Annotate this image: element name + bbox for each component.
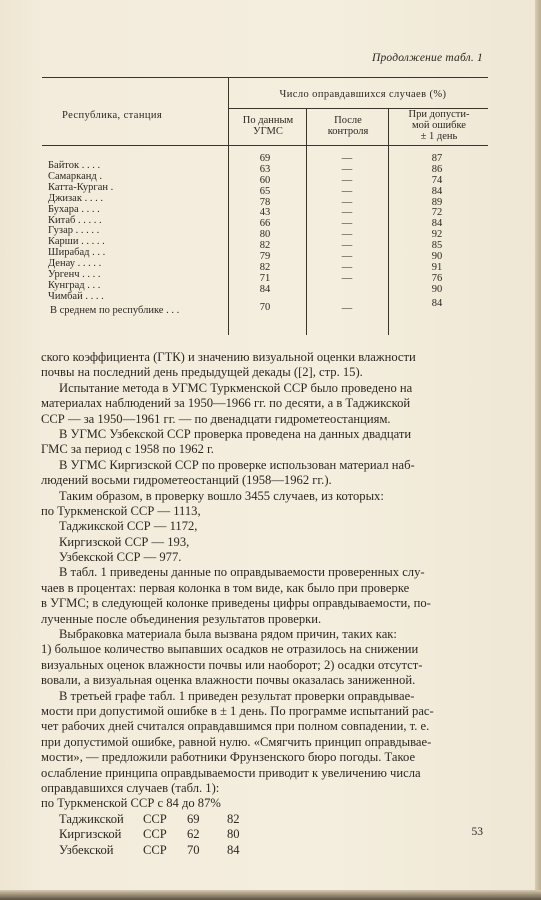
after-control-value: — bbox=[341, 196, 353, 208]
station-name: Гузар . . . . . bbox=[48, 225, 100, 237]
header-after-control bbox=[310, 115, 386, 137]
header-justified-count: Число оправдавшихся случаев (%) bbox=[279, 89, 447, 100]
tolerance-value: 72 bbox=[431, 207, 443, 219]
ugms-value: 80 bbox=[259, 229, 271, 241]
summary-row bbox=[41, 812, 486, 827]
average-ugms: 70 bbox=[259, 302, 271, 313]
tolerance-value: 90 bbox=[431, 251, 443, 263]
after-control-value: — bbox=[341, 163, 353, 175]
text-line: ССР — за 1950—1961 гг. — по двенадцати гидрометеостанциям. bbox=[41, 411, 391, 426]
after-control-value: — bbox=[341, 153, 353, 164]
summary-cell: 62 bbox=[187, 827, 200, 842]
summary-cell: ССР bbox=[143, 811, 167, 826]
table-continuation-note: Продолжение табл. 1 bbox=[371, 52, 483, 64]
summary-cell: ССР bbox=[143, 827, 167, 842]
ugms-value: 65 bbox=[259, 185, 271, 197]
text-line: при допустимой ошибке, равной нулю. «Смягчить принцип оправдывае- bbox=[41, 734, 432, 749]
text-line: в УГМС; в следующей колонке приведены цифры оправдываемости, по- bbox=[41, 596, 431, 611]
summary-cell: 70 bbox=[187, 842, 200, 857]
header-republic-station: Республика, станция bbox=[62, 110, 163, 121]
text-line: Таджикской ССР — 1172, bbox=[59, 519, 198, 534]
after-control-value: — bbox=[341, 207, 353, 219]
ugms-value: 78 bbox=[259, 196, 271, 208]
tolerance-value: 90 bbox=[431, 283, 443, 295]
text-line: В УГМС Узбекской ССР проверка проведена на данных двадцати bbox=[59, 426, 412, 441]
summary-row bbox=[41, 843, 486, 858]
summary-cell: 84 bbox=[227, 842, 240, 857]
station-name: Денау . . . . . bbox=[48, 258, 102, 270]
station-name: Китаб . . . . . bbox=[48, 214, 102, 226]
header-ugms-line: УГМС bbox=[253, 126, 283, 137]
text-line: мости», — предложили работники Фрунзенского бюро погоды. Такое bbox=[41, 750, 416, 765]
table-divider-3 bbox=[388, 108, 389, 335]
table-header-bottom-rule bbox=[42, 145, 488, 146]
summary-row bbox=[41, 827, 486, 842]
tolerance-value: 87 bbox=[431, 153, 443, 164]
summary-cell: Таджикской bbox=[59, 811, 124, 826]
after-control-value: — bbox=[341, 261, 353, 273]
header-tolerance-line: ± 1 день bbox=[420, 131, 458, 142]
ugms-value: 69 bbox=[259, 153, 271, 164]
tolerance-value: 91 bbox=[431, 261, 443, 273]
station-name: Самарканд . bbox=[48, 170, 102, 182]
text-line: 1) большое количество выпавших осадков не отразилось на снижении bbox=[41, 642, 419, 657]
after-control-value: — bbox=[341, 229, 353, 241]
summary-rows bbox=[41, 812, 486, 858]
header-after-line: контроля bbox=[327, 126, 369, 137]
ugms-value: 71 bbox=[259, 272, 271, 284]
data-table bbox=[42, 77, 488, 335]
ugms-value: 63 bbox=[259, 163, 271, 175]
station-name: Карши . . . . . bbox=[48, 236, 105, 248]
text-line: чет рабочих дней считался оправдавшимся при полном совпадении, т. е. bbox=[41, 719, 430, 734]
after-control-value: — bbox=[341, 174, 353, 186]
after-control-column bbox=[332, 154, 362, 296]
tolerance-value: 74 bbox=[431, 174, 443, 186]
header-after-line: После bbox=[334, 115, 362, 126]
text-line: Узбекской ССР — 977. bbox=[59, 550, 182, 565]
after-control-value: — bbox=[341, 251, 353, 263]
text-line: по Туркменской ССР с 84 до 87% bbox=[41, 796, 221, 811]
station-name: Байток . . . . bbox=[48, 160, 101, 171]
station-name: Джизак . . . . bbox=[48, 192, 103, 204]
after-control-value: — bbox=[341, 240, 353, 252]
header-ugms bbox=[232, 115, 304, 137]
tolerance-value: 84 bbox=[431, 218, 443, 230]
text-line: ослабление принципа оправдываемости приводит к увеличению числа bbox=[41, 765, 421, 780]
header-tolerance-line: мой ошибке bbox=[412, 120, 466, 131]
tolerance-value: 92 bbox=[431, 229, 443, 241]
tolerance-value: 86 bbox=[431, 163, 443, 175]
summary-cell: 80 bbox=[227, 827, 240, 842]
text-line: В УГМС Киргизской ССР по проверке использован материал наб- bbox=[59, 457, 415, 472]
text-line: ского коэффициента (ГТК) и значению визуальной оценки влажности bbox=[41, 350, 416, 364]
average-tolerance: 84 bbox=[431, 298, 443, 309]
text-line: В табл. 1 приведены данные по оправдываемости проверенных слу- bbox=[59, 565, 425, 580]
body-text bbox=[41, 350, 486, 858]
page-bottom-edge bbox=[0, 890, 541, 900]
text-line: Таким образом, в проверку вошло 3455 случаев, из которых: bbox=[59, 488, 384, 503]
text-line: вовали, а визуальная оценка влажности почвы оказалась заниженной. bbox=[41, 673, 416, 688]
table-divider-2 bbox=[306, 108, 307, 335]
summary-cell: 69 bbox=[187, 811, 200, 826]
summary-cell: Киргизской bbox=[59, 827, 122, 842]
text-line: ГМС за период с 1958 по 1962 г. bbox=[41, 442, 214, 457]
header-tolerance bbox=[392, 109, 486, 142]
text-line: визуальных оценок влажности почвы или наоборот; 2) осадки отсутст- bbox=[41, 657, 423, 672]
page-number: 53 bbox=[471, 826, 483, 838]
ugms-value: 82 bbox=[259, 240, 271, 252]
header-tolerance-line: При допусти- bbox=[408, 109, 470, 120]
table-divider-1 bbox=[228, 77, 229, 335]
text-line: мости при допустимой ошибке в ± 1 день. По программе испытаний рас- bbox=[41, 703, 434, 718]
summary-cell: ССР bbox=[143, 842, 167, 857]
text-line: людений восьми гидрометеостанций (1958—1962 гг.). bbox=[41, 473, 332, 488]
header-ugms-line: По данным bbox=[242, 115, 294, 126]
text-line: Киргизской ССР — 193, bbox=[59, 534, 190, 549]
after-control-value: — bbox=[341, 272, 353, 284]
text-line: по Туркменской ССР — 1113, bbox=[41, 503, 201, 518]
book-spine-shadow bbox=[535, 0, 541, 900]
average-label: В среднем по республике . . . bbox=[50, 305, 180, 316]
ugms-value: 79 bbox=[259, 251, 271, 263]
ugms-value: 60 bbox=[259, 174, 271, 186]
after-control-value bbox=[332, 285, 362, 296]
ugms-column bbox=[250, 154, 280, 296]
text-line: чаев в процентах: первая колонка в том виде, как было при проверке bbox=[41, 580, 410, 595]
tolerance-value: 84 bbox=[431, 185, 443, 197]
text-line: почвы на последний день предыдущей декады ([2], стр. 15). bbox=[41, 365, 363, 380]
text-line: В третьей графе табл. 1 приведен результат проверки оправдывае- bbox=[59, 688, 415, 703]
station-name: Ширабад . . . bbox=[48, 247, 106, 259]
tolerance-value: 76 bbox=[431, 272, 443, 284]
tolerance-column bbox=[422, 154, 452, 296]
station-list bbox=[48, 161, 113, 303]
station-name: Кунград . . . bbox=[48, 279, 101, 291]
ugms-value: 66 bbox=[259, 218, 271, 230]
text-line: оправдавшихся случаев (табл. 1): bbox=[41, 780, 220, 795]
tolerance-value: 85 bbox=[431, 240, 443, 252]
station-name: Катта-Курган . bbox=[48, 181, 114, 193]
summary-cell: Узбекской bbox=[59, 842, 114, 857]
average-after: — bbox=[341, 303, 353, 314]
ugms-value: 43 bbox=[259, 207, 271, 219]
station-name: Бухара . . . . bbox=[48, 203, 100, 215]
station-name: Ургенч . . . . bbox=[48, 269, 101, 281]
after-control-value: — bbox=[341, 185, 353, 197]
ugms-value: 82 bbox=[259, 261, 271, 273]
text-line: лученные после объединения результатов проверки. bbox=[41, 611, 322, 626]
text-line: материалах наблюдений за 1950—1966 гг. по десяти, а в Таджикской bbox=[41, 396, 411, 411]
tolerance-value: 89 bbox=[431, 196, 443, 208]
table-top-rule bbox=[42, 77, 488, 78]
text-line: Испытание метода в УГМС Туркменской ССР было проведено на bbox=[59, 380, 413, 395]
ugms-value: 84 bbox=[259, 283, 271, 295]
station-name: Чимбай . . . . bbox=[48, 290, 104, 302]
after-control-value: — bbox=[341, 218, 353, 230]
summary-cell: 82 bbox=[227, 811, 240, 826]
text-line: Выбраковка материала была вызвана рядом причин, таких как: bbox=[59, 627, 397, 642]
